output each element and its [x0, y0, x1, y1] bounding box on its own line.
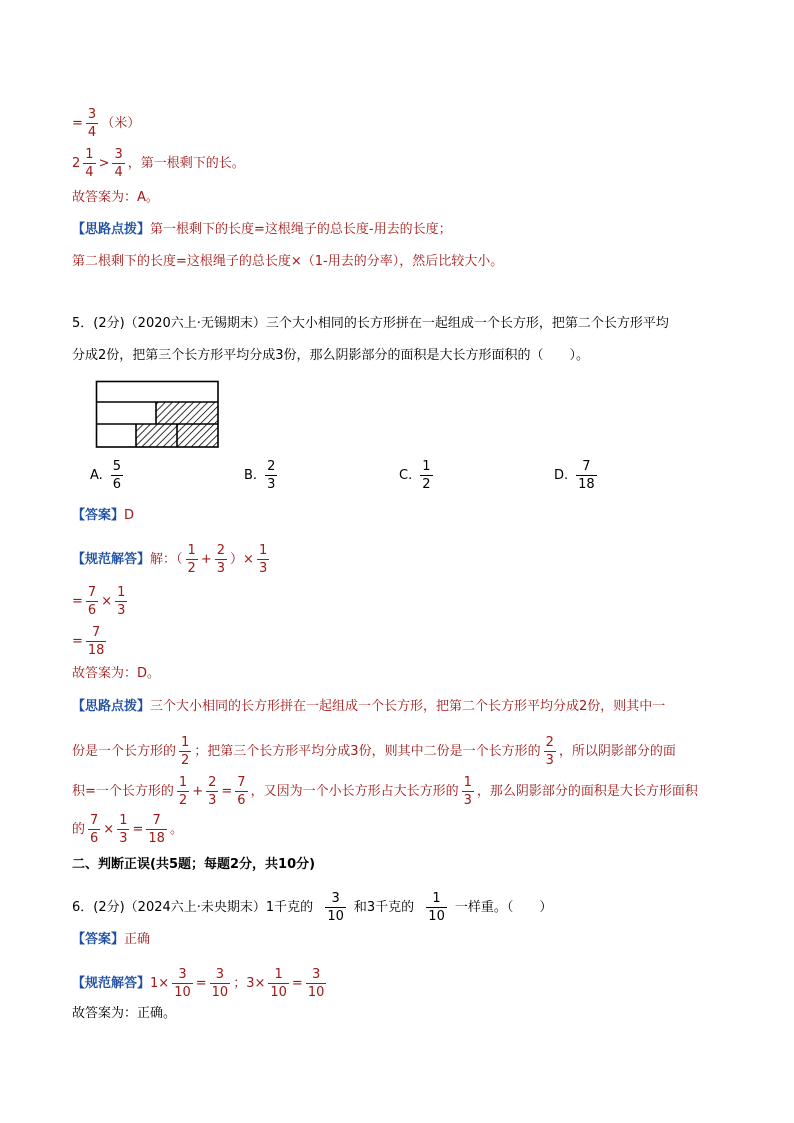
equals-sign: = — [72, 116, 83, 131]
greater-than-sign: > — [98, 156, 110, 171]
compare-line — [72, 146, 245, 181]
fraction: $\frac{1}{2}$ — [178, 775, 188, 808]
q5-tip-line-1: 【思路点拨】三个大小相同的长方形拼在一起组成一个长方形，把第二个长方形平均分成2份，则其中一 — [72, 699, 666, 714]
q5-answer — [72, 506, 134, 526]
tip-line-1 — [72, 220, 452, 240]
fraction: $\frac{1}{4}$ — [85, 147, 94, 180]
option-d[interactable]: D. $\frac{7}{18}$ — [554, 459, 595, 492]
solution-label: 【规范解答】 — [72, 552, 151, 567]
mixed-whole: 2 — [72, 156, 81, 171]
tip-label: 【思路点拨】 — [72, 699, 151, 714]
fraction: $\frac{3}{10}$ — [307, 967, 325, 1000]
fraction: $\frac{3}{10}$ — [211, 967, 229, 1000]
fraction: $\frac{2}{3}$ — [267, 459, 276, 492]
fraction: $\frac{7}{6}$ — [87, 585, 97, 618]
fraction: $\frac{3}{4}$ — [114, 147, 123, 180]
fraction: $\frac{2}{3}$ — [545, 735, 554, 768]
section-heading: 二、判断正误(共5题；每题2分，共10分) — [72, 857, 316, 872]
compare-text: ，第一根剩下的长。 — [127, 156, 245, 171]
fraction: $\frac{1}{3}$ — [119, 813, 128, 846]
answer-label: 【答案】 — [72, 932, 125, 947]
calc-line-result — [72, 106, 140, 141]
answer-value: D — [124, 508, 135, 523]
tip-line-2: 第二根剩下的长度=这根绳子的总长度×（1-用去的分率），然后比较大小。 — [72, 254, 504, 269]
fraction: $\frac{1}{3}$ — [117, 585, 126, 618]
fraction: $\frac{1}{2}$ — [181, 735, 190, 768]
fraction: $\frac{1}{10}$ — [428, 891, 445, 924]
option-a[interactable]: A. $\frac{5}{6}$ — [90, 459, 122, 492]
q5-tip-line-3: 积=一个长方形的 $\frac{1}{2}$ + $\frac{2}{3}$ = $\frac{7}{6}$ ，又因为一个小长方形占大长方形的 $\frac{1}{3}$ ，那么阴影部分的面积是大长方形面积 — [72, 775, 698, 808]
fraction: $\frac{2}{3}$ — [216, 543, 226, 576]
fraction: $\frac{3}{4}$ — [87, 107, 97, 140]
fraction: $\frac{7}{6}$ — [237, 775, 246, 808]
fraction: $\frac{1}{2}$ — [422, 459, 431, 492]
fraction: $\frac{1}{3}$ — [463, 775, 472, 808]
q5-tip-line-2: 份是一个长方形的 $\frac{1}{2}$ ；把第三个长方形平均分成3份，则其中二份是一个长方形的 $\frac{2}{3}$ ，所以阴影部分的面 — [72, 735, 676, 768]
answer-value: 正确 — [124, 932, 151, 947]
rectangle-figure — [95, 380, 221, 450]
tip-text: 第一根剩下的长度=这根绳子的总长度-用去的长度； — [150, 222, 452, 237]
q5-solution-line-2: = $\frac{7}{6}$ × $\frac{1}{3}$ — [72, 585, 126, 618]
fraction: $\frac{7}{6}$ — [90, 813, 99, 846]
answer-line: 故答案为：A。 — [72, 190, 159, 205]
q6-text: 6．(2分)（2024六上·未央期末）1千克的 $\frac{3}{10}$ 和3千克的 $\frac{1}{10}$ 一样重。（ ） — [72, 891, 553, 924]
fraction: $\frac{1}{2}$ — [187, 543, 196, 576]
fraction: $\frac{7}{18}$ — [148, 813, 165, 846]
fraction: $\frac{1}{10}$ — [270, 967, 287, 1000]
fraction: $\frac{7}{18}$ — [87, 625, 105, 658]
fraction: $\frac{3}{10}$ — [327, 891, 344, 924]
fraction: $\frac{2}{3}$ — [208, 775, 217, 808]
q5-text-line-1: 5．(2分)（2020六上·无锡期末）三个大小相同的长方形拼在一起组成一个长方形，把第二个长方形平均 — [72, 316, 669, 331]
option-b[interactable]: B. $\frac{2}{3}$ — [244, 459, 276, 492]
unit-text: （米） — [101, 116, 141, 131]
fraction: $\frac{1}{3}$ — [258, 543, 268, 576]
shaded-half — [156, 402, 218, 424]
q6-solution: 【规范解答】1× $\frac{3}{10}$ = $\frac{3}{10}$ ；3× $\frac{1}{10}$ = $\frac{3}{10}$ — [72, 967, 325, 1000]
fraction: $\frac{5}{6}$ — [112, 459, 122, 492]
q5-solution-line-3: = $\frac{7}{18}$ — [72, 625, 105, 658]
answer-label: 【答案】 — [72, 508, 125, 523]
shaded-third-2 — [177, 424, 218, 447]
q5-final-answer: 故答案为：D。 — [72, 666, 161, 681]
q6-answer — [72, 930, 150, 950]
q6-final-answer: 故答案为：正确。 — [72, 1006, 177, 1021]
q5-solution-line-1: 【规范解答】解：（ $\frac{1}{2}$ + $\frac{2}{3}$ ）× $\frac{1}{3}$ — [72, 543, 268, 576]
q5-tip-line-4: 的 $\frac{7}{6}$ × $\frac{1}{3}$ = $\frac{7}{18}$ 。 — [72, 813, 183, 846]
q5-text-line-2: 分成2份，把第三个长方形平均分成3份，那么阴影部分的面积是大长方形面积的（ ）。 — [72, 348, 590, 363]
solution-label: 【规范解答】 — [72, 976, 151, 991]
shaded-third-1 — [136, 424, 177, 447]
tip-label: 【思路点拨】 — [72, 222, 151, 237]
fraction: $\frac{3}{10}$ — [174, 967, 191, 1000]
fraction: $\frac{7}{18}$ — [578, 459, 595, 492]
option-c[interactable]: C. $\frac{1}{2}$ — [399, 459, 431, 492]
